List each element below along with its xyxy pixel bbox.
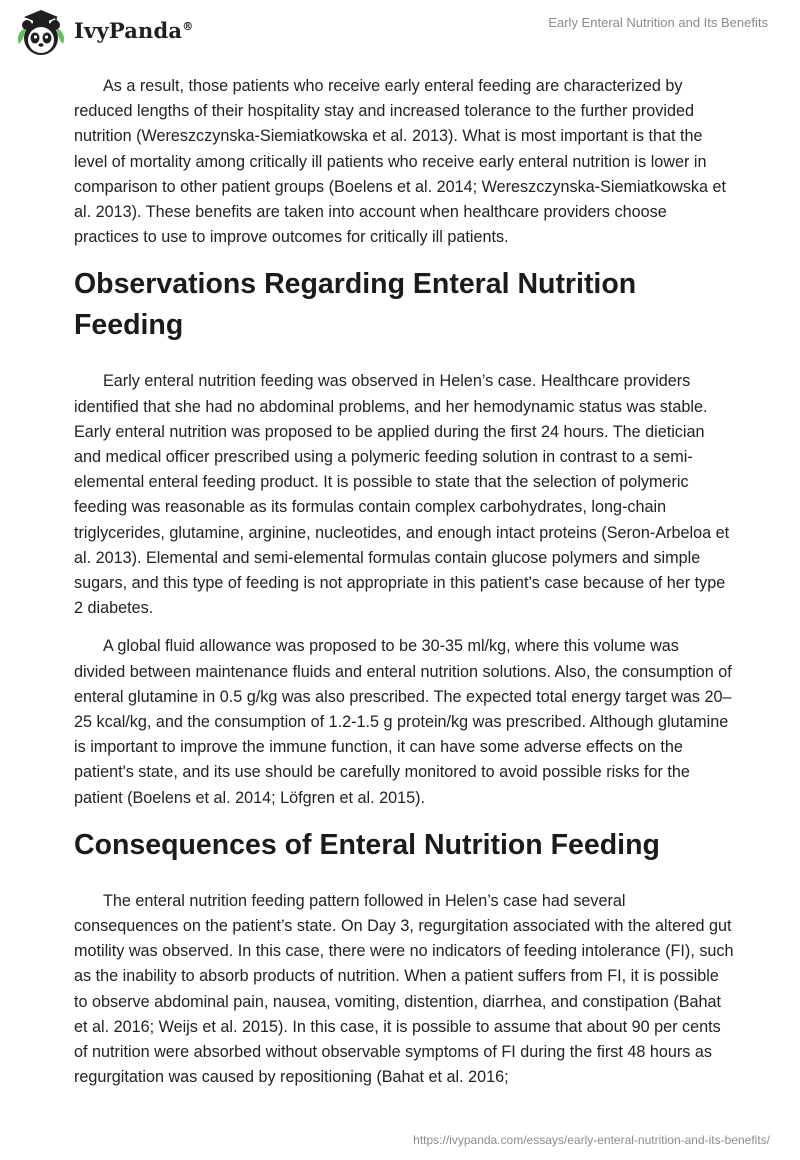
panda-logo-icon (14, 6, 68, 60)
section-heading: Consequences of Enteral Nutrition Feeding (74, 828, 660, 861)
source-url[interactable]: https://ivypanda.com/essays/early-enteral-nutrition-and-its-benefits/ (413, 1133, 770, 1147)
essay-content (74, 74, 734, 1104)
registered-mark: ® (182, 20, 194, 33)
paragraph: Early enteral nutrition feeding was observed in Helen’s case. Healthcare providers identified that she had no abdominal problems, and her hemodynamic status was stable. Early enteral nutrition was proposed to be applied during the first 24 hours. The dietician and medical officer prescribed using a polymeric feeding solution in contrast to a semi-elemental enteral feeding product. It is possible to state that the selection of polymeric feeding was reasonable as its formulas contain complex carbohydrates, long-chain triglycerides, glutamine, arginine, nucleotides, and enough intact proteins (Seron-Arbeloa et al. 2013). Elemental and semi-elemental formulas contain glucose polymers and simple sugars, and this type of feeding is not appropriate in this patient’s case because of her type 2 diabetes. (74, 372, 730, 618)
brand-name: IvyPanda® (74, 18, 194, 43)
paragraph: The enteral nutrition feeding pattern followed in Helen’s case had several consequences on the patient’s state. On Day 3, regurgitation associated with the altered gut motility was observed. In this case, there were no indicators of feeding intolerance (FI), such as the inability to absorb products of nutrition. When a patient suffers from FI, it is possible to observe abdominal pain, nausea, vomiting, distention, diarrhea, and constipation (Bahat et al. 2016; Weijs et al. 2015). In this case, it is possible to assume that about 90 per cents of nutrition were absorbed without observable symptoms of FI during the first 48 hours as regurgitation was caused by repositioning (Bahat et al. 2016; (74, 891, 734, 1087)
page-header (0, 0, 800, 64)
paragraph: A global fluid allowance was proposed to be 30-35 ml/kg, where this volume was divided between maintenance fluids and enteral nutrition solutions. Also, the consumption of enteral glutamine in 0.5 g/kg was also prescribed. The expected total energy target was 20–25 kcal/kg, and the consumption of 1.2-1.5 g protein/kg was prescribed. Although glutamine is important to improve the immune function, it can have some adverse effects on the patient's state, and its use should be carefully monitored to avoid possible risks for the patient (Boelens et al. 2014; Löfgren et al. 2015). (74, 637, 732, 807)
section-heading: Observations Regarding Enteral Nutrition Feeding (74, 268, 637, 342)
paragraph: As a result, those patients who receive early enteral feeding are characterized by reduced lengths of their hospitality stay and increased tolerance to the further provided nutrition (Wereszczynska-Siemiatkowska et al. 2013). What is most important is that the level of mortality among critically ill patients who receive early enteral nutrition is lower in comparison to other patient groups (Boelens et al. 2014; Wereszczynska-Siemiatkowska et al. 2013). These benefits are taken into account when healthcare providers choose practices to use to improve outcomes for critically ill patients. (74, 77, 727, 247)
ivypanda-logo[interactable] (14, 6, 194, 60)
document-title: Early Enteral Nutrition and Its Benefits (548, 15, 768, 30)
